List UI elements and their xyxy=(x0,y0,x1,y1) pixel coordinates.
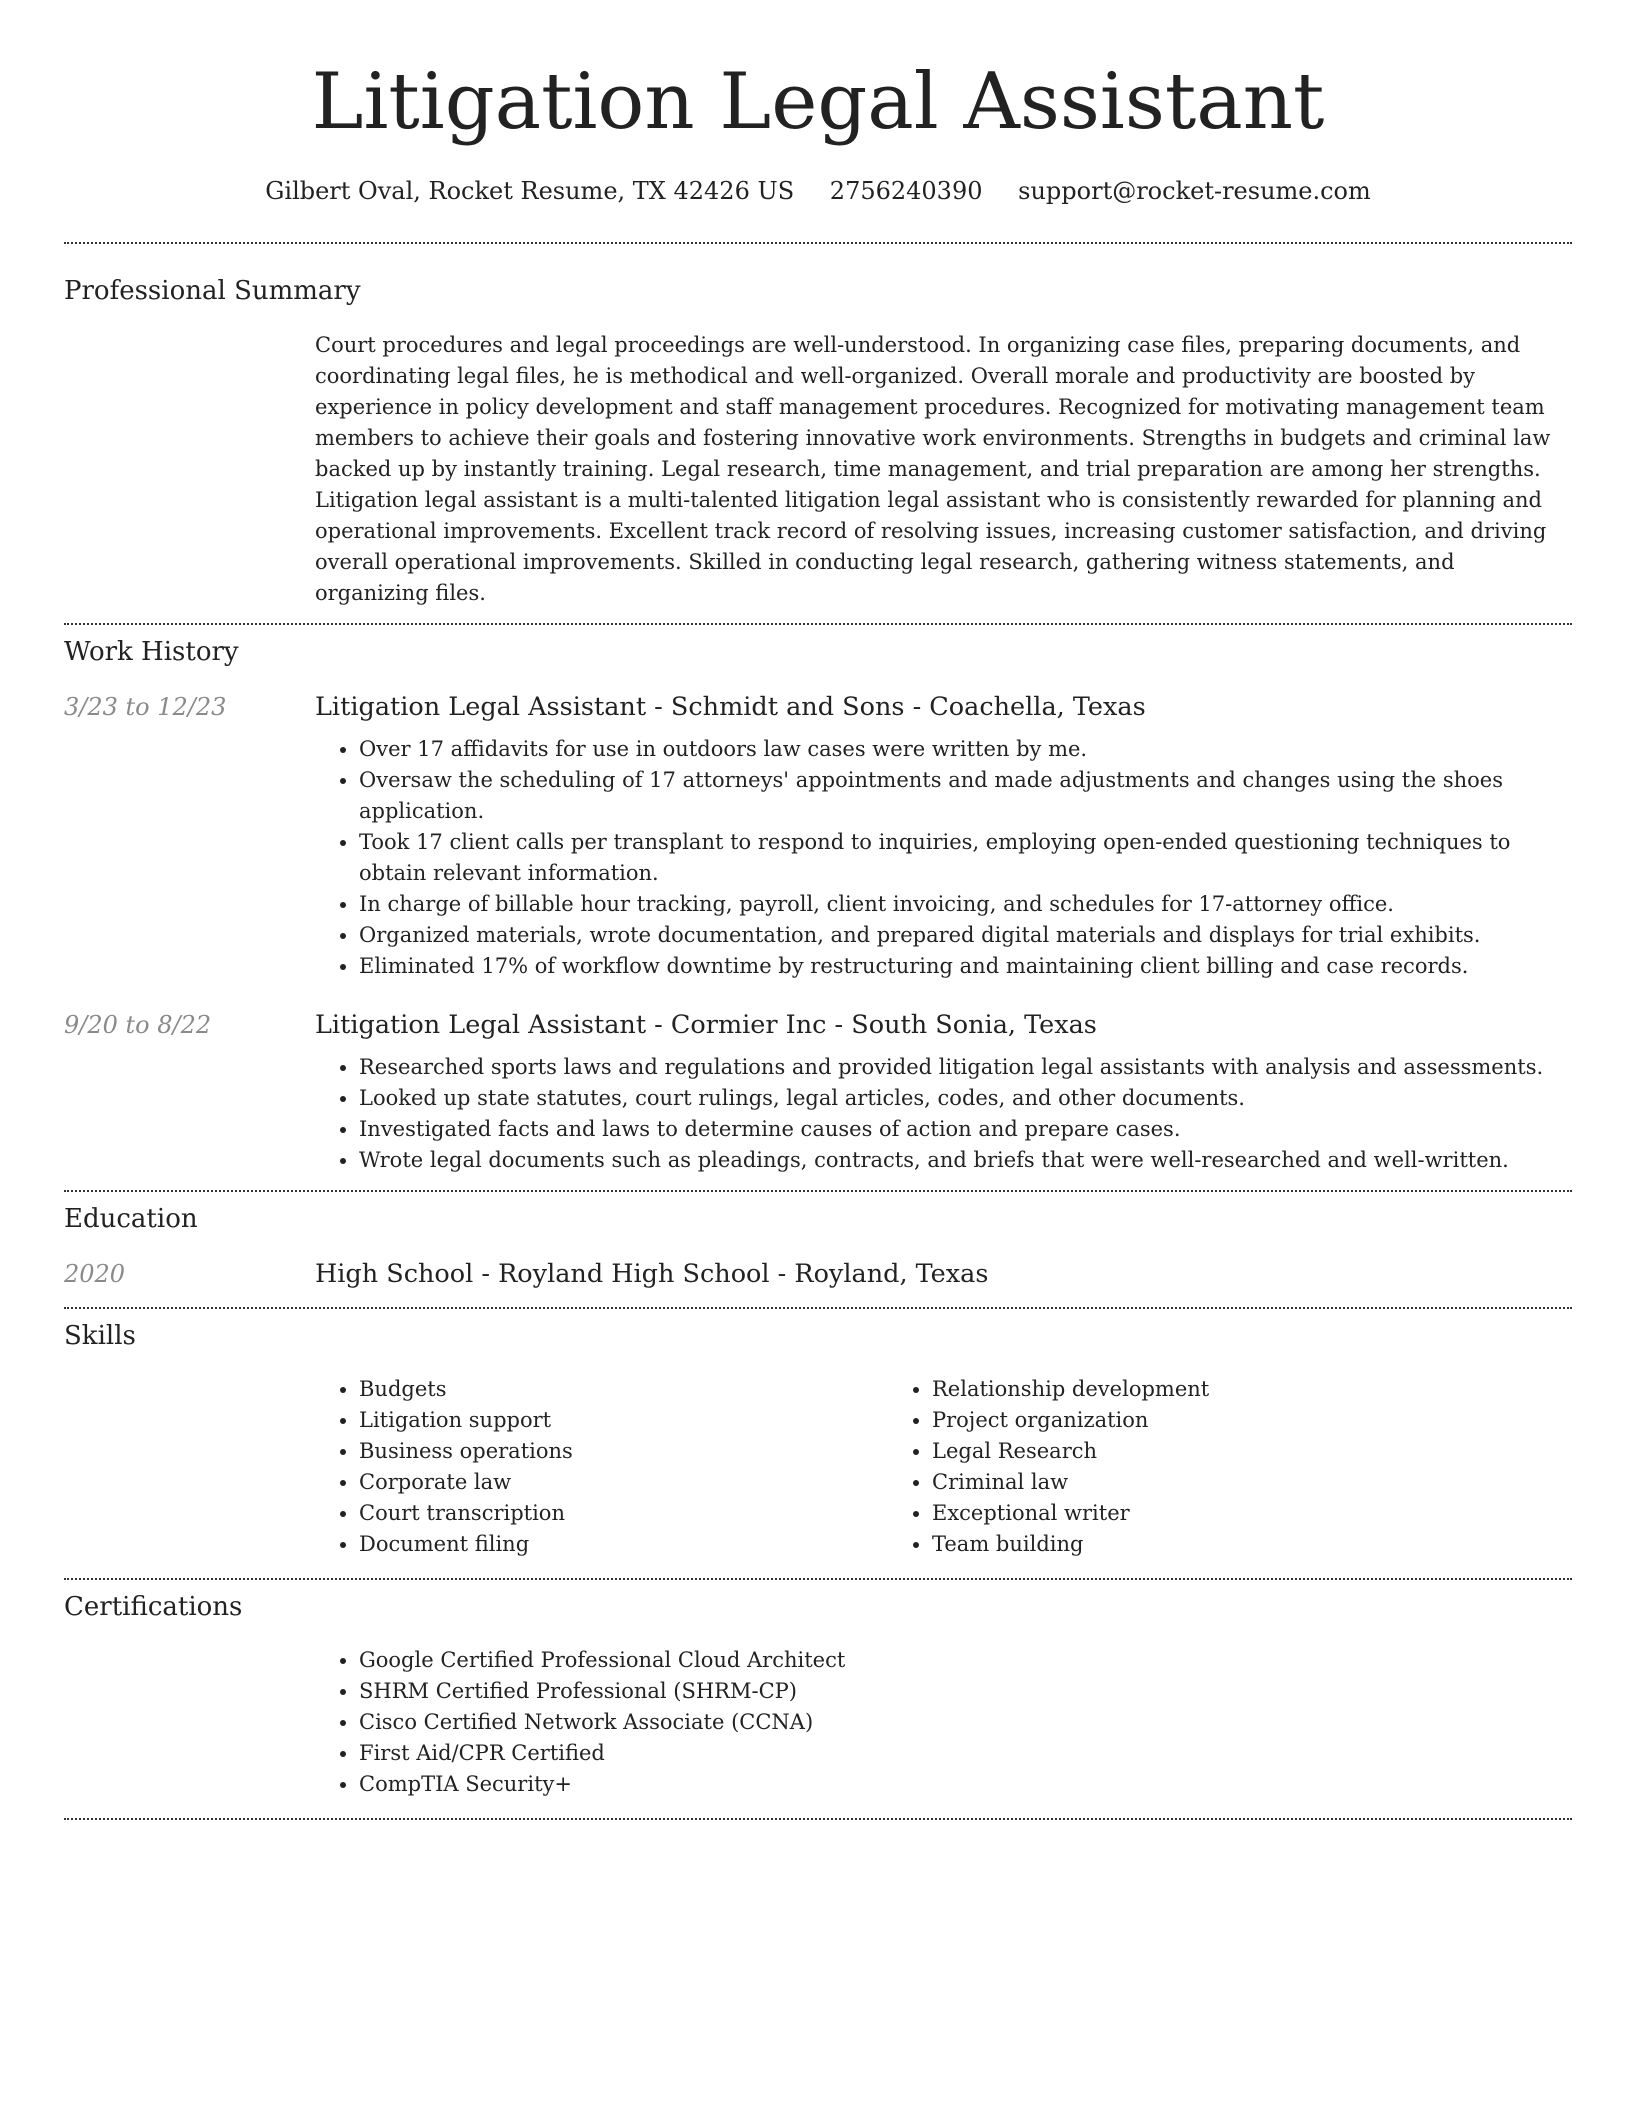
job-bullet: • Oversaw the scheduling of 17 attorneys' appointments and made adjustments and changes using the shoes application. xyxy=(359,765,1572,827)
job-bullet: • Organized materials, wrote documentation, and prepared digital materials and displays for trial exhibits. xyxy=(359,920,1572,951)
summary-text: Court procedures and legal proceedings are well-understood. In organizing case files, preparing documents, and coordinating legal files, he is methodical and well-organized. Overall morale and productivity are boosted by experience in policy development and staff management procedures. Recognized for motivating management team members to achieve their goals and fostering innovative work environments. Strengths in budgets and criminal law backed up by instantly training. Legal research, time management, and trial preparation are among her strengths. Litigation legal assistant is a multi-talented litigation legal assistant who is consistently rewarded for planning and operational improvements. Excellent track record of resolving issues, increasing customer satisfaction, and driving overall operational improvements. Skilled in conducting legal research, gathering witness statements, and organizing files. xyxy=(315,333,1551,605)
education-heading-line: High School - Royland High School - Royland, Texas xyxy=(315,1259,989,1289)
skill-item: • Relationship development xyxy=(932,1374,1461,1405)
work-history-section xyxy=(64,625,1572,1176)
skills-section xyxy=(64,1309,1572,1560)
job-bullet: • In charge of billable hour tracking, payroll, client invoicing, and schedules for 17-attorney office. xyxy=(359,889,1572,920)
job-dates: 9/20 to 8/22 xyxy=(64,1011,212,1039)
job-bullets xyxy=(315,734,1572,982)
job-bullet: • Wrote legal documents such as pleadings, contracts, and briefs that were well-researched and well-written. xyxy=(359,1145,1572,1176)
resume-page xyxy=(64,0,1572,1820)
job-heading: Litigation Legal Assistant - Cormier Inc - South Sonia, Texas xyxy=(315,1010,1097,1040)
skill-item: • Exceptional writer xyxy=(932,1498,1461,1529)
skill-item: • Criminal law xyxy=(932,1467,1461,1498)
job-bullets xyxy=(315,1052,1572,1176)
summary-heading: Professional Summary xyxy=(64,276,361,306)
work-history-heading: Work History xyxy=(64,637,239,667)
skills-heading: Skills xyxy=(64,1321,136,1351)
certification-item: • First Aid/CPR Certified xyxy=(359,1738,1572,1769)
job-bullet: • Eliminated 17% of workflow downtime by restructuring and maintaining client billing and case records. xyxy=(359,951,1572,982)
certification-item: • Google Certified Professional Cloud Architect xyxy=(359,1645,1572,1676)
job-bullet: • Took 17 client calls per transplant to respond to inquiries, employing open-ended questioning techniques to obtain relevant information. xyxy=(359,827,1572,889)
summary-section xyxy=(64,244,1572,609)
education-section xyxy=(64,1192,1572,1291)
resume-name: Litigation Legal Assistant xyxy=(311,57,1325,147)
skill-item: • Legal Research xyxy=(932,1436,1461,1467)
section-divider xyxy=(64,1818,1572,1820)
certifications-section xyxy=(64,1580,1572,1800)
job-entry xyxy=(64,690,1572,982)
skill-item: • Document filing xyxy=(359,1529,888,1560)
certification-item: • CompTIA Security+ xyxy=(359,1769,1572,1800)
education-heading: Education xyxy=(64,1204,198,1234)
job-dates: 3/23 to 12/23 xyxy=(64,693,227,721)
job-bullet: • Investigated facts and laws to determine causes of action and prepare cases. xyxy=(359,1114,1572,1145)
job-bullet: • Over 17 affidavits for use in outdoors law cases were written by me. xyxy=(359,734,1572,765)
skills-list-left xyxy=(315,1374,888,1560)
job-entry xyxy=(64,1008,1572,1176)
job-bullet: • Researched sports laws and regulations and provided litigation legal assistants with analysis and assessments. xyxy=(359,1052,1572,1083)
job-bullet: • Looked up state statutes, court rulings, legal articles, codes, and other documents. xyxy=(359,1083,1572,1114)
certification-item: • Cisco Certified Network Associate (CCNA) xyxy=(359,1707,1572,1738)
certifications-list xyxy=(315,1645,1572,1800)
contact-address: Gilbert Oval, Rocket Resume, TX 42426 US xyxy=(265,177,795,205)
certification-item: • SHRM Certified Professional (SHRM-CP) xyxy=(359,1676,1572,1707)
education-year: 2020 xyxy=(64,1260,126,1288)
skills-list-right xyxy=(888,1374,1461,1560)
contact-phone: 2756240390 xyxy=(829,177,983,205)
job-heading: Litigation Legal Assistant - Schmidt and Sons - Coachella, Texas xyxy=(315,692,1146,722)
certifications-heading: Certifications xyxy=(64,1592,243,1622)
contact-email: support@rocket-resume.com xyxy=(1018,177,1371,205)
skill-item: • Team building xyxy=(932,1529,1461,1560)
skills-grid xyxy=(315,1374,1572,1560)
education-entry xyxy=(64,1257,1572,1291)
contact-line xyxy=(64,174,1572,208)
skill-item: • Budgets xyxy=(359,1374,888,1405)
skill-item: • Corporate law xyxy=(359,1467,888,1498)
skill-item: • Project organization xyxy=(932,1405,1461,1436)
skill-item: • Business operations xyxy=(359,1436,888,1467)
skill-item: • Court transcription xyxy=(359,1498,888,1529)
skill-item: • Litigation support xyxy=(359,1405,888,1436)
